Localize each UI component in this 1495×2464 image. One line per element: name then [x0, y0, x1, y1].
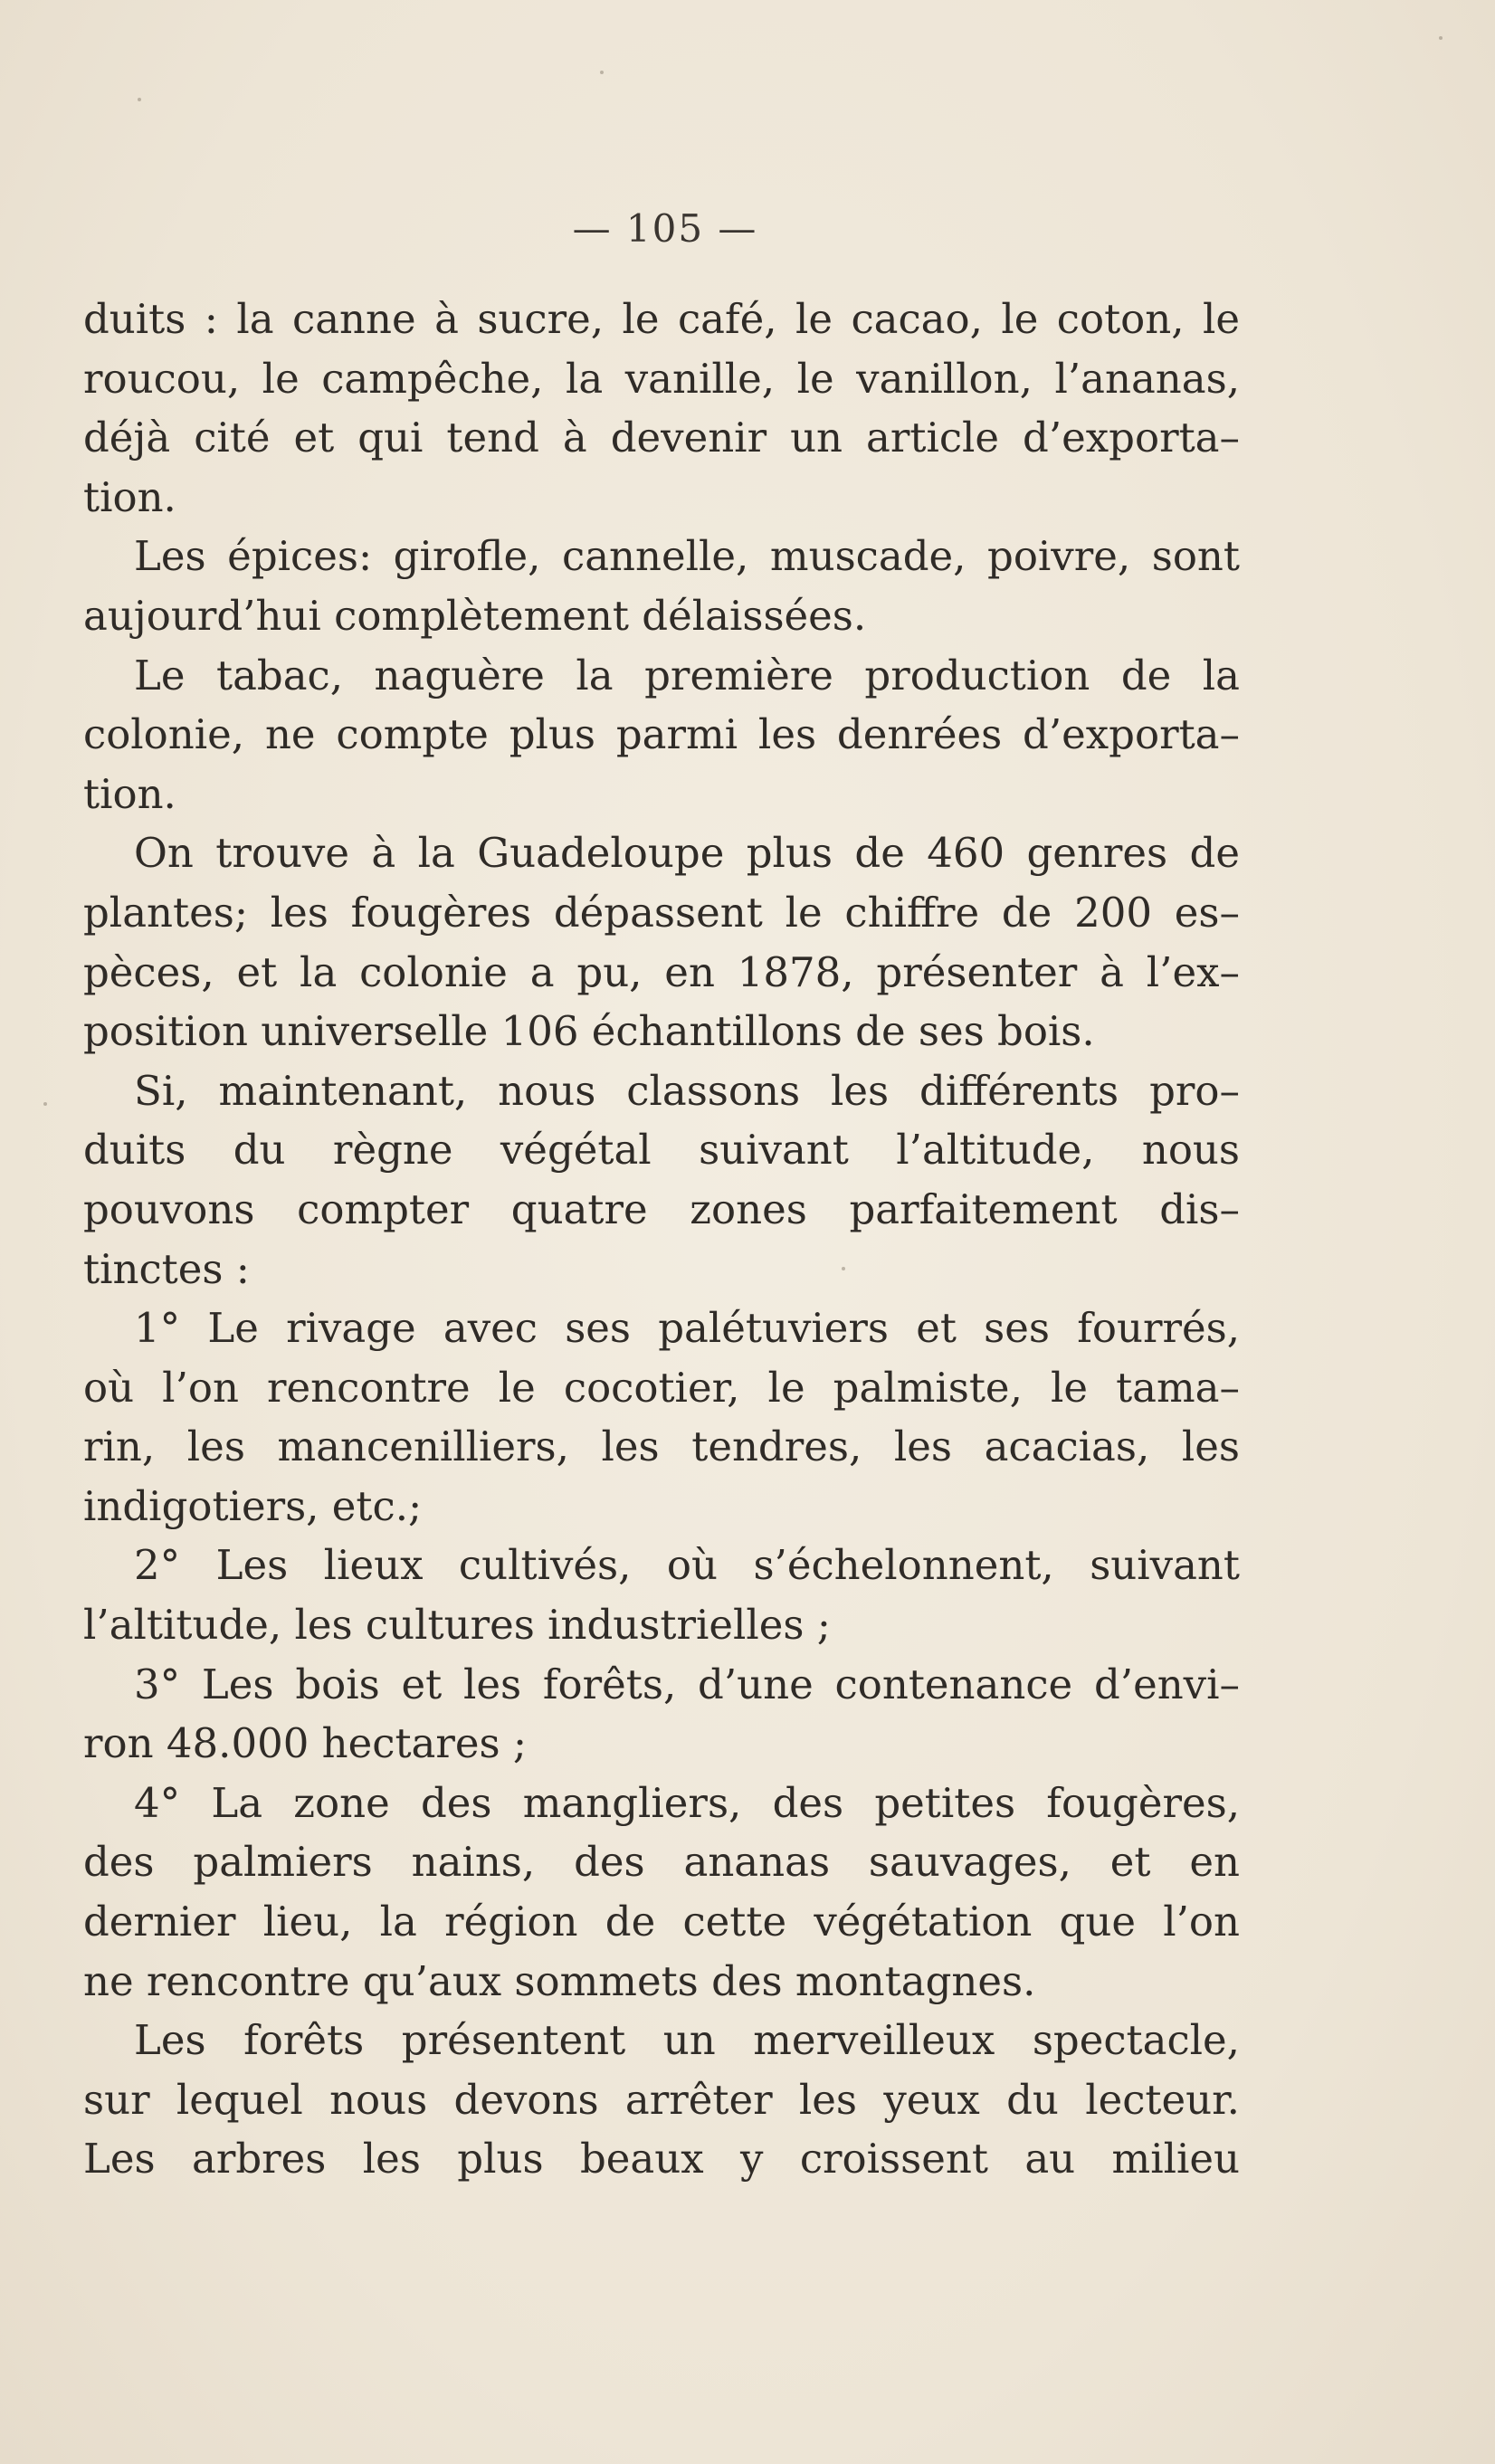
text-line: pèces, et la colonie a pu, en 1878, présenter à l’ex–	[83, 947, 1240, 996]
text-line: tinctes :	[83, 1244, 250, 1293]
text-line: 1° Le rivage avec ses palétuviers et ses fourrés,	[134, 1304, 1240, 1353]
text-line: roucou, le campêche, la vanille, le vanillon, l’ananas,	[83, 354, 1240, 403]
text-line: Si, maintenant, nous classons les différents pro–	[134, 1066, 1240, 1115]
text-line: déjà cité et qui tend à devenir un article d’exporta–	[83, 414, 1240, 462]
paper-speck	[43, 1102, 47, 1106]
text-line: plantes; les fougères dépassent le chiffre de 200 es–	[83, 888, 1240, 937]
paper-speck	[842, 1267, 845, 1270]
paper-speck	[1439, 36, 1443, 40]
text-line: duits : la canne à sucre, le café, le cacao, le coton, le	[83, 295, 1240, 343]
text-line: 2° Les lieux cultivés, où s’échelonnent, suivant	[134, 1541, 1240, 1590]
body-text	[83, 290, 1240, 2189]
text-line: rin, les mancenilliers, les tendres, les acacias, les	[83, 1422, 1240, 1471]
text-line: dernier lieu, la région de cette végétation que l’on	[83, 1898, 1240, 1946]
text-line: position universelle 106 échantillons de ses bois.	[83, 1007, 1095, 1056]
text-line: duits du règne végétal suivant l’altitude, nous	[83, 1126, 1240, 1175]
text-line: l’altitude, les cultures industrielles ;	[83, 1601, 831, 1650]
paper-speck	[138, 98, 141, 101]
text-line: ron 48.000 hectares ;	[83, 1719, 528, 1768]
text-line: des palmiers nains, des ananas sauvages, et en	[83, 1838, 1240, 1887]
text-line: Le tabac, naguère la première production de la	[134, 651, 1240, 699]
text-line: ne rencontre qu’aux sommets des montagnes.	[83, 1956, 1036, 2005]
text-line: colonie, ne compte plus parmi les denrées d’exporta–	[83, 710, 1240, 759]
text-line: Les arbres les plus beaux y croissent au milieu	[83, 2135, 1240, 2183]
text-line: tion.	[83, 769, 176, 818]
text-line: où l’on rencontre le cocotier, le palmiste, le tama–	[83, 1363, 1240, 1412]
paper-speck	[600, 71, 604, 74]
text-line: On trouve à la Guadeloupe plus de 460 genres de	[134, 829, 1240, 878]
text-line: indigotiers, etc.;	[83, 1481, 423, 1530]
page-number-header: — 105 —	[572, 206, 758, 251]
text-line: pouvons compter quatre zones parfaitement dis–	[83, 1184, 1240, 1233]
text-line: 3° Les bois et les forêts, d’une contenance d’envi–	[134, 1660, 1240, 1708]
text-line: 4° La zone des mangliers, des petites fougères,	[134, 1778, 1240, 1827]
text-line: Les forêts présentent un merveilleux spectacle,	[134, 2016, 1240, 2065]
text-line: aujourd’hui complètement délaissées.	[83, 591, 867, 640]
text-line: sur lequel nous devons arrêter les yeux du lecteur.	[83, 2075, 1240, 2124]
text-line: Les épices: girofle, cannelle, muscade, poivre, sont	[134, 532, 1240, 581]
text-line: tion.	[83, 472, 176, 521]
